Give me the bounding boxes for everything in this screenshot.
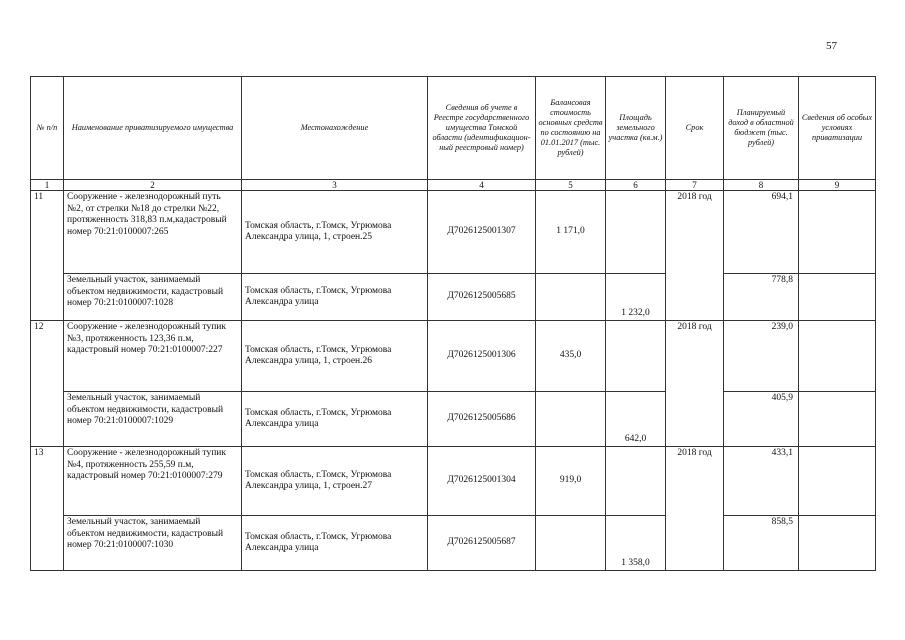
row-number: 11 bbox=[31, 191, 64, 321]
property-name: Земельный участок, занимаемый объектом недвижимости, кадастровый номер 70:21:0100007:1030 bbox=[64, 516, 242, 571]
column-number: 6 bbox=[606, 180, 666, 191]
column-number: 5 bbox=[536, 180, 606, 191]
special-conditions bbox=[799, 274, 876, 321]
land-area: 1 358,0 bbox=[606, 516, 666, 571]
property-name: Земельный участок, занимаемый объектом недвижимости, кадастровый номер 70:21:0100007:1028 bbox=[64, 274, 242, 321]
land-area: 642,0 bbox=[606, 392, 666, 447]
planned-income: 239,0 bbox=[724, 321, 799, 392]
land-area bbox=[606, 321, 666, 392]
row-number: 12 bbox=[31, 321, 64, 447]
planned-income: 405,9 bbox=[724, 392, 799, 447]
planned-income: 433,1 bbox=[724, 447, 799, 516]
land-area bbox=[606, 191, 666, 274]
balance-value bbox=[536, 392, 606, 447]
registry-number: Д7026125001307 bbox=[428, 191, 536, 274]
column-number-row bbox=[31, 180, 876, 191]
special-conditions bbox=[799, 392, 876, 447]
header-registry: Сведения об учете в Реестре государственного имущества Томской области (идентификацион-ный реестровый номер) bbox=[428, 77, 536, 180]
privatization-table bbox=[30, 76, 876, 571]
table-row bbox=[31, 516, 876, 571]
privatization-term: 2018 год bbox=[666, 447, 724, 571]
column-number: 2 bbox=[64, 180, 242, 191]
header-number: № п/п bbox=[31, 77, 64, 180]
column-number: 8 bbox=[724, 180, 799, 191]
row-number: 13 bbox=[31, 447, 64, 571]
property-location: Томская область, г.Томск, Угрюмова Александра улица, 1, строен.25 bbox=[242, 191, 428, 274]
special-conditions bbox=[799, 321, 876, 392]
column-number: 1 bbox=[31, 180, 64, 191]
planned-income: 858,5 bbox=[724, 516, 799, 571]
registry-number: Д7026125005687 bbox=[428, 516, 536, 571]
balance-value: 919,0 bbox=[536, 447, 606, 516]
table-row bbox=[31, 274, 876, 321]
header-location: Местонахождение bbox=[242, 77, 428, 180]
header-balance: Балансовая стоимость основных средств по состоянию на 01.01.2017 (тыс. рублей) bbox=[536, 77, 606, 180]
column-number: 9 bbox=[799, 180, 876, 191]
header-term: Срок bbox=[666, 77, 724, 180]
land-area bbox=[606, 447, 666, 516]
balance-value: 435,0 bbox=[536, 321, 606, 392]
special-conditions bbox=[799, 191, 876, 274]
property-location: Томская область, г.Томск, Угрюмова Александра улица bbox=[242, 392, 428, 447]
property-location: Томская область, г.Томск, Угрюмова Александра улица bbox=[242, 516, 428, 571]
property-name: Сооружение - железнодорожный тупик №3, протяженность 123,36 п.м, кадастровый номер 70:21:0100007:227 bbox=[64, 321, 242, 392]
registry-number: Д7026125001304 bbox=[428, 447, 536, 516]
column-number: 7 bbox=[666, 180, 724, 191]
privatization-term: 2018 год bbox=[666, 191, 724, 321]
header-conditions: Сведения об особых условиях приватизации bbox=[799, 77, 876, 180]
header-row bbox=[31, 77, 876, 180]
table-row bbox=[31, 447, 876, 516]
special-conditions bbox=[799, 447, 876, 516]
header-income: Планируемый доход в областной бюджет (тыс. рублей) bbox=[724, 77, 799, 180]
column-number: 4 bbox=[428, 180, 536, 191]
header-name: Наименование приватизируемого имущества bbox=[64, 77, 242, 180]
balance-value: 1 171,0 bbox=[536, 191, 606, 274]
property-name: Земельный участок, занимаемый объектом недвижимости, кадастровый номер 70:21:0100007:1029 bbox=[64, 392, 242, 447]
page-number: 57 bbox=[826, 40, 837, 52]
balance-value bbox=[536, 516, 606, 571]
property-location: Томская область, г.Томск, Угрюмова Александра улица bbox=[242, 274, 428, 321]
registry-number: Д7026125005685 bbox=[428, 274, 536, 321]
privatization-term: 2018 год bbox=[666, 321, 724, 447]
table-row bbox=[31, 321, 876, 392]
property-location: Томская область, г.Томск, Угрюмова Александра улица, 1, строен.27 bbox=[242, 447, 428, 516]
table-row bbox=[31, 191, 876, 274]
registry-number: Д7026125005686 bbox=[428, 392, 536, 447]
header-area: Площадь земельного участка (кв.м.) bbox=[606, 77, 666, 180]
table-row bbox=[31, 392, 876, 447]
property-name: Сооружение - железнодорожный путь №2, от стрелки №18 до стрелки №22, протяженность 318,83 п.м,кадастровый номер 70:21:0100007:265 bbox=[64, 191, 242, 274]
property-name: Сооружение - железнодорожный тупик №4, протяженность 255,59 п.м, кадастровый номер 70:21:0100007:279 bbox=[64, 447, 242, 516]
special-conditions bbox=[799, 516, 876, 571]
land-area: 1 232,0 bbox=[606, 274, 666, 321]
planned-income: 778,8 bbox=[724, 274, 799, 321]
balance-value bbox=[536, 274, 606, 321]
property-location: Томская область, г.Томск, Угрюмова Александра улица, 1, строен.26 bbox=[242, 321, 428, 392]
column-number: 3 bbox=[242, 180, 428, 191]
planned-income: 694,1 bbox=[724, 191, 799, 274]
registry-number: Д7026125001306 bbox=[428, 321, 536, 392]
